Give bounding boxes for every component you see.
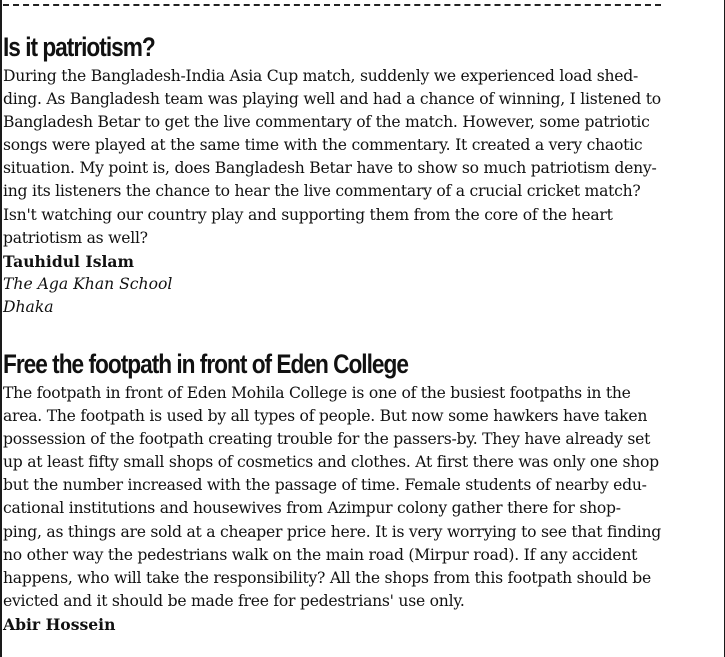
letter-headline: Free the footpath in front of Eden College [3, 349, 408, 379]
letter-body [3, 382, 719, 613]
body-line: ing its listeners the chance to hear the live commentary of a crucial cricket match? [3, 182, 641, 201]
letter-patriotism [3, 30, 719, 319]
body-line: up at least fifty small shops of cosmetics and clothes. At first there was only one shop [3, 453, 659, 472]
body-line: possession of the footpath creating trouble for the passers-by. They have already set [3, 430, 651, 449]
letter-body [3, 65, 719, 250]
letter-author: Abir Hossein [3, 614, 116, 634]
body-line: During the Bangladesh-India Asia Cup match, suddenly we experienced load shed- [3, 67, 638, 85]
body-line: ping, as things are sold at a cheaper price here. It is very worrying to see that finding [3, 522, 662, 541]
body-line: Bangladesh Betar to get the live commentary of the match. However, some patriotic [3, 113, 650, 132]
body-line: evicted and it should be made free for pedestrians' use only. [3, 591, 465, 610]
body-line: patriotism as well? [3, 228, 148, 247]
body-line: The footpath in front of Eden Mohila College is one of the busiest footpaths in the [3, 384, 631, 402]
letter-author: Tauhidul Islam [3, 251, 135, 271]
letter-eden-footpath [3, 347, 719, 636]
body-line: cational institutions and housewives from Azimpur colony gather there for shop- [3, 499, 621, 518]
body-line: Isn't watching our country play and supporting them from the core of the heart [3, 205, 613, 224]
left-column-rule [0, 0, 2, 657]
body-line: songs were played at the same time with the commentary. It created a very chaotic [3, 136, 643, 155]
letter-organization: The Aga Khan School [3, 274, 173, 293]
body-line: situation. My point is, does Bangladesh Betar have to show so much patriotism deny- [3, 159, 657, 178]
body-line: happens, who will take the responsibility? All the shops from this footpath should be [3, 568, 652, 587]
letter-headline: Is it patriotism? [3, 32, 155, 62]
body-line: area. The footpath is used by all types of people. But now some hawkers have taken [3, 407, 648, 426]
body-line: but the number increased with the passage of time. Female students of nearby edu- [3, 476, 647, 495]
body-line: no other way the pedestrians walk on the main road (Mirpur road). If any accident [3, 545, 638, 564]
body-line: ding. As Bangladesh team was playing well and had a chance of winning, I listened to [3, 90, 661, 109]
dashed-separator [3, 4, 661, 6]
letter-city: Dhaka [3, 297, 54, 316]
